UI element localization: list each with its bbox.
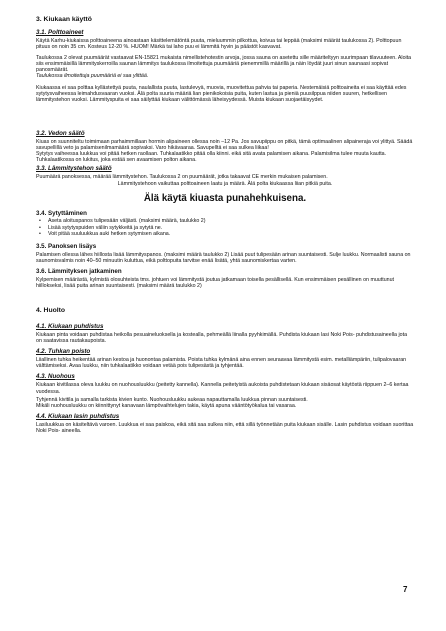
section-4-4-heading: 4.4. Kiukaan lasin puhdistus bbox=[36, 412, 120, 420]
list-item: • Aseta aloituspanos tulipesään väljästi. (maksimi määrä, taulukko 2) bbox=[36, 218, 414, 224]
page-number: 7 bbox=[403, 585, 408, 594]
list-item: • Voit pitää suuluukkua auki hetken sytymisen aikana. bbox=[36, 231, 414, 237]
fuel-amount-paragraph: Taulukossa 2 olevat puumäärät vastaavat EN-15821 mukaista nimellistehotestin arvoja, jossa sauna on asetettu sille määriteltyyn suurimpaan tilavuuteen. Aloita siis ensimmäisillä lämmityskerroilla saunan lämmitys taulukossa ilmoitettuja puumääriä pienemmillä määrillä ja näin löydät juuri sinun saunaasi sopivat panosmäärät. bbox=[36, 55, 412, 74]
section-3-3-heading: 3.3. Lämmitystehon säätö bbox=[36, 165, 112, 173]
continue-heating-paragraph: Kylpemisen määrästä, kylmistä olosuhteista tms. johtuen voi lämmitystä joutua jatkamaan toisella pesällisellä. Kun ensimmäisen pesällinen on muuttunut hiillokseksi, lisää puita arinan suuntaisesti. (maksimi määrä taulukko 2) bbox=[36, 276, 395, 289]
section-3-4-heading: 3.4. Sytyttäminen bbox=[36, 210, 87, 218]
adding-load-paragraph: Palamisen ollessa lähes hiillosta lisää lämmityspanos. (maksimi määrä taulukko 2) Lisää puut tulipesään arinan suuntaisesti. Sulje luukku. Normaalisti sauna on saunomisvalmis noin 40–50 minuutin kuluttua, eikä polttopuita tarvitse enää lisätä, yhtä saunomiskertaa varten. bbox=[36, 251, 411, 264]
section-3-6-heading: 3.6. Lämmityksen jatkaminen bbox=[36, 267, 122, 275]
sweeping-paragraph-1: Kiukaan kivitilassa oleva luukku on nuohousluukku (peitetty kannella). Kannella peitetyistä aukoista puhdistetaan kiukaan sisäosat käytöstä riippuen 2–6 kertaa vuodessa. bbox=[36, 382, 409, 395]
section-3-2-heading: 3.2. Vedon säätö bbox=[36, 129, 85, 137]
ignition-door-paragraph: Sytytys vaiheessa luukkua voi pitää hetken raollaan. Tuhkalaatikko pitää olla kiinni. eikä sitä avata palamisen aikana. Palamisilma tulee muuta kautta. Tuhkalaatikossa on lukitus, joka estää sen avaamisen polton aikana. bbox=[36, 151, 387, 164]
section-4-heading: 4. Huolto bbox=[36, 307, 66, 315]
fuel-paragraph: Käytä Karhu-kiukaissa polttoaineena ainoastaan käsittelemätöntä puuta, mieluummin pilkottua, koivua tai leppää (maksimi määrät taulukossa 2). Polttopuun pituus on noin 35 cm. Kosteus 12-20 %. HUOM! Märkä tai laho puu ei lämmitä hyvin ja päästöt kasvavat. bbox=[36, 38, 402, 51]
list-item: • Lisää sytytyspuiden väliin sytykkeitä ja sytytä ne. bbox=[36, 225, 414, 231]
forbidden-fuels-paragraph: Kiukaassa ei saa polttaa kyllästettyä puuta, naulallista puuta, lastulevyä, muovia, muovitettua pahvia tai paperia. Nestemäisiä polttoaineita ei saa käyttää edes sytytysvaiheessa leimahdusvaaran vuoksi. Älä poltа suuria määriä lian pienikokoisia puita, kuten lastua ja pieniä puusilppua niiden suuren, hetkellisen lämmitystehon vuoksi. Lämmityspuita ei saa säilyttää kiukaan välittömässä läheisyydessä. Muista kiukaan suojaetäisyydet. bbox=[36, 84, 407, 103]
red-hot-warning: Älä käytä kiuasta punahehkuisena. bbox=[143, 193, 307, 205]
document-page bbox=[36, 13, 414, 434]
section-3-heading: 3. Kiukaan käyttö bbox=[36, 16, 92, 23]
heating-power-paragraph: Puumäärä panoksessa, määrää lämmitystehon. Taulukossa 2 on puumäärät, jotka takaavat CE merkin mukaisen palamisen. bbox=[36, 174, 328, 181]
section-4-2-heading: 4.2. Tuhkan poisto bbox=[36, 348, 91, 356]
ash-removal-paragraph: Liiallinen tuhka heikentää arinan kestoa ja huonontaa palamista. Poista tuhka kylmänä aina ennen seuraavaa lämmitystä esim. metalliämpäriin, tulipalovaaran välttämiseksi. Avaa luukku, niin tuhkalaatikko voidaan vetää pois tulipesästä ja tyhjentää. bbox=[36, 357, 407, 370]
section-4-3-heading: 4.3. Nuohous bbox=[36, 373, 75, 381]
heating-power-note: Lämmitystehoon vaikuttaa polttoaineen laatu ja määrä. Älä polta kiukaassa liian pitkiä puita. bbox=[117, 181, 333, 188]
glass-cleaning-paragraph: Lasiluukkua on käsiteltävä varoen. Luukkua ei saa paiskoa, eikä sitä saa sulkea niin, että sillä työnnetään puita kiukaan sisälle. Lasin puhdistus voidaan suorittaa Noki Pois- aineella. bbox=[36, 421, 414, 434]
section-3-1-heading: 3.1. Polttoaineet bbox=[36, 29, 84, 36]
section-4-1-heading: 4.1. Kiukaan puhdistus bbox=[36, 323, 104, 331]
sweeping-paragraph-2: Tyhjennä kivitila ja samalla tarkista kivien kunto. Nuohousluukku aukeaa napauttamalla luukkua pinnan suuntaisesti. bbox=[36, 396, 308, 403]
stove-cleaning-paragraph: Kiukaan pinta voidaan puhdistaa heikolla pesuaineluoksella ja kostealla, pehmeällä liinalla pyyhkimällä. Puhdista kiukaan lasi Noki Pois- puhdistusaineella jota on saatavissa rautakaupoista. bbox=[36, 332, 408, 345]
ignition-steps-list bbox=[36, 218, 414, 236]
sweeping-paragraph-3: Mikäli nuohousluukku on kiinnittynyt kanavaan lämpövaihtelujen takia, käytä apuna vääntötyökalua tai vasaraa. bbox=[36, 402, 297, 409]
draft-paragraph: Kiuas on suunniteltu toimimaan parhaimmillaan hormin alipaineen ollessa noin –12 Pa. Jos savupiippu on pitkä, tämä optimaalinen alipaineraja voi ylittyä. Säädä savupellillä veto ja palamisenilmamäärä sopivaksi. Varo hikävaaraa. Savupelltä ei saa sulkea liikaa! bbox=[36, 138, 413, 151]
section-3-5-heading: 3.5. Panoksen lisäys bbox=[36, 242, 97, 250]
fuel-amount-warning: Taulukossa ilmoitettuja puumääriä ei saa ylittää. bbox=[36, 73, 149, 80]
